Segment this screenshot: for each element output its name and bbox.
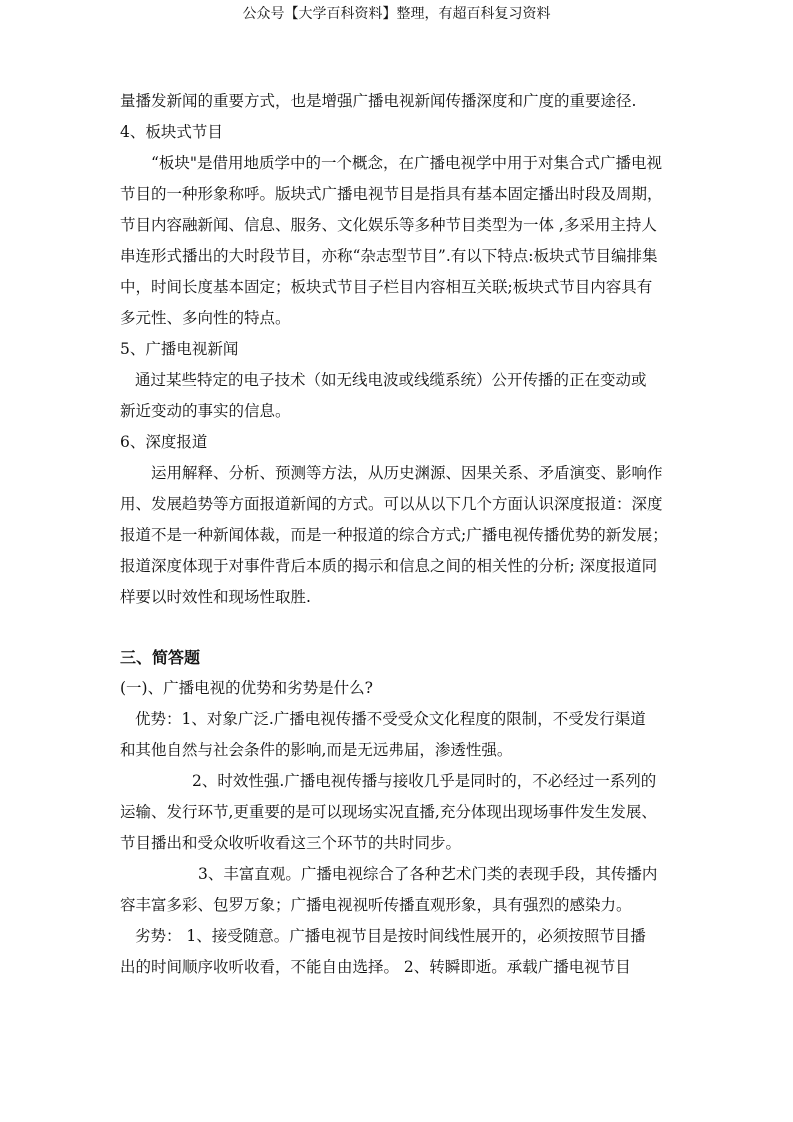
paragraph-line: 容丰富多彩、包罗万象；广播电视视听传播直观形象，具有强烈的感染力。 (120, 896, 632, 914)
paragraph-line: 和其他自然与社会条件的影响,而是无远弗届，渗透性强。 (120, 741, 513, 759)
section-spacer (120, 613, 680, 642)
paragraph-line: 劣势： 1、接受随意。广播电视节目是按时间线性展开的，必须按照节目播 (135, 927, 646, 945)
paragraph-line: 2、时效性强.广播电视传播与接收几乎是同时的，不必经过一系列的 (192, 772, 657, 790)
paragraph-line: 中，时间长度基本固定；板块式节目子栏目内容相互关联;板块式节目内容具有 (120, 278, 653, 296)
paragraph-line: 3、丰富直观。广播电视综合了各种艺术门类的表现手段，其传播内 (198, 865, 658, 883)
question-heading: (一)、广播电视的优势和劣势是什么? (120, 679, 373, 697)
paragraph-line: 节目的一种形象称呼。版块式广播电视节目是指具有基本固定播出时段及周期， (120, 185, 663, 203)
paragraph-line: 多元性、多向性的特点。 (120, 309, 291, 327)
document-body (120, 86, 680, 983)
paragraph-line: 出的时间顺序收听收看，不能自由选择。 2、转瞬即逝。承载广播电视节目 (120, 958, 631, 976)
term-heading-6: 6、深度报道 (120, 433, 208, 451)
term-heading-5: 5、广播电视新闻 (120, 340, 239, 358)
paragraph-line: 用、发展趋势等方面报道新闻的方式。可以从以下几个方面认识深度报道：深度 (120, 495, 663, 513)
paragraph-line: 串连形式播出的大时段节目，亦称“杂志型节目”.有以下特点:板块式节目编排集 (120, 247, 658, 265)
paragraph-line: 运用解释、分析、预测等方法，从历史渊源、因果关系、矛盾演变、影响作 (151, 464, 663, 482)
paragraph-line: 报道深度体现于对事件背后本质的揭示和信息之间的相关性的分析; 深度报道同 (120, 557, 658, 575)
paragraph-line: 通过某些特定的电子技术（如无线电波或线缆系统）公开传播的正在变动或 (135, 371, 647, 389)
page-header: 公众号【大学百科资料】整理，有超百科复习资料 (242, 6, 551, 22)
paragraph-line: 节目内容融新闻、信息、服务、文化娱乐等多种节目类型为一体 ,多采用主持人 (120, 216, 657, 234)
paragraph-line: 量播发新闻的重要方式，也是增强广播电视新闻传播深度和广度的重要途径. (120, 92, 637, 110)
paragraph-line: 优势：1、对象广泛.广播电视传播不受受众文化程度的限制，不受发行渠道 (135, 710, 646, 728)
paragraph-line: 报道不是一种新闻体裁，而是一种报道的综合方式;广播电视传播优势的新发展； (120, 526, 668, 544)
paragraph-line: 运输、发行环节,更重要的是可以现场实况直播,充分体现出现场事件发生发展、 (120, 803, 657, 821)
paragraph-line: “板块"是借用地质学中的一个概念，在广播电视学中用于对集合式广播电视 (151, 154, 663, 172)
paragraph-line: 样要以时效性和现场性取胜. (120, 588, 311, 606)
paragraph-line: 新近变动的事实的信息。 (120, 402, 291, 420)
section-title: 三、简答题 (120, 648, 201, 667)
term-heading-4: 4、板块式节目 (120, 123, 223, 141)
paragraph-line: 节目播出和受众收听收看这三个环节的共时同步。 (120, 834, 462, 852)
